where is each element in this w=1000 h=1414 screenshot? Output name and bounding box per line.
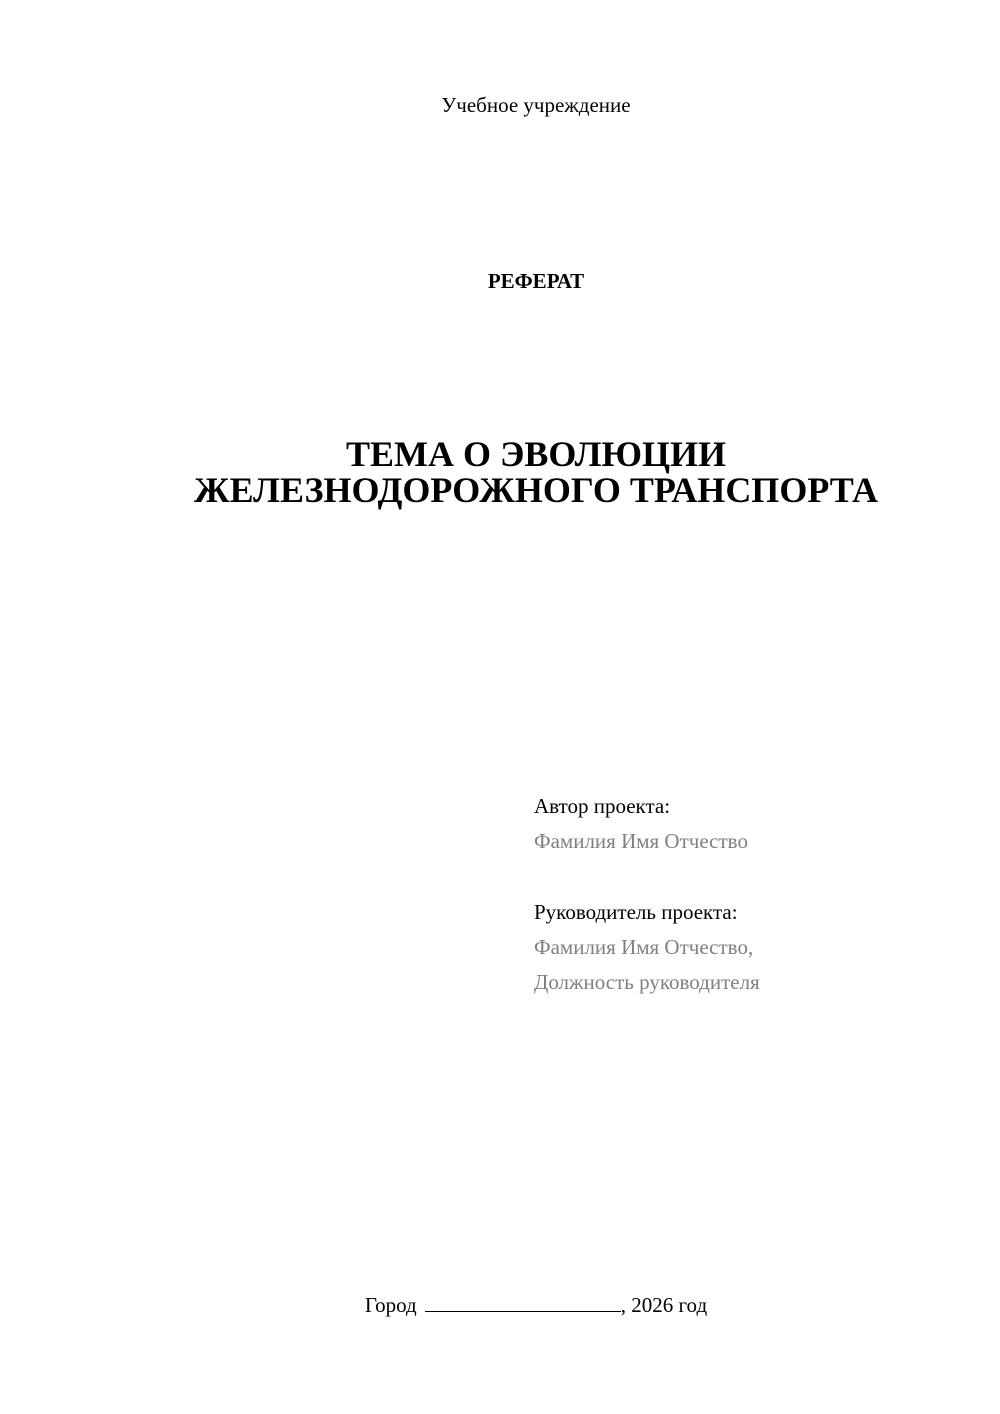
supervisor-label: Руководитель проекта: bbox=[534, 900, 738, 924]
institution-name: Учебное учреждение bbox=[441, 93, 631, 117]
supervisor-position: Должность руководителя bbox=[534, 970, 760, 994]
author-label: Автор проекта: bbox=[534, 794, 671, 818]
document-title bbox=[100, 436, 972, 508]
supervisor-name: Фамилия Имя Отчество, bbox=[534, 935, 754, 959]
city-year-line bbox=[0, 1290, 1000, 1320]
city-blank-line bbox=[425, 1291, 621, 1312]
author-name: Фамилия Имя Отчество bbox=[534, 829, 748, 853]
credits-spacer bbox=[534, 859, 974, 895]
city-label: Город bbox=[364, 1293, 417, 1317]
year-text: , 2026 год bbox=[620, 1293, 708, 1317]
document-title-line-1: ТЕМА О ЭВОЛЮЦИИ bbox=[345, 434, 726, 474]
document-title-line-2: ЖЕЛЕЗНОДОРОЖНОГО ТРАНСПОРТА bbox=[194, 470, 878, 510]
document-type: РЕФЕРАТ bbox=[487, 269, 585, 293]
credits-block bbox=[534, 789, 974, 1000]
